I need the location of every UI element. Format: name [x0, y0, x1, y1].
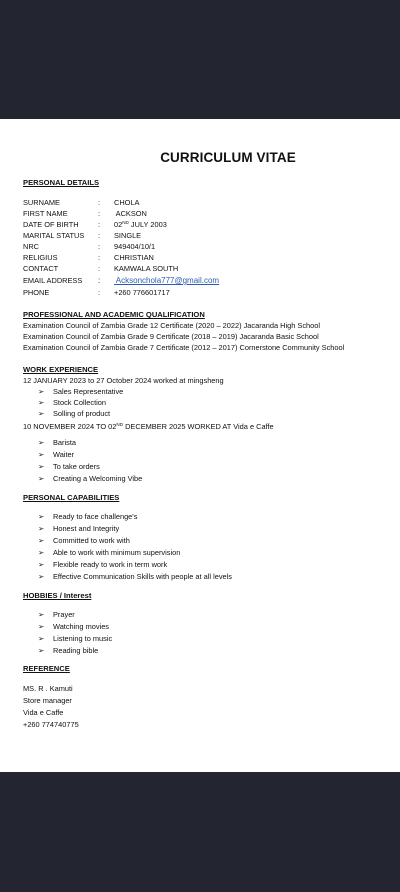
qualification-line: Examination Council of Zambia Grade 7 Certificate (2012 – 2017) Cornerstone Community School: [23, 343, 345, 352]
arrow-bullet-icon: ➢: [38, 397, 45, 407]
arrow-bullet-icon: ➢: [38, 621, 45, 631]
personal-details-heading: PERSONAL DETAILS: [23, 178, 100, 187]
work-experience-heading: WORK EXPERIENCE: [23, 365, 99, 374]
dob-day: 02: [114, 220, 123, 229]
reference-name: MS. R . Kamuti: [23, 684, 73, 693]
arrow-bullet-icon: ➢: [38, 386, 45, 396]
colon: :: [98, 198, 101, 207]
arrow-bullet-icon: ➢: [38, 437, 45, 447]
field-label: CONTACT: [23, 264, 59, 273]
reference-company: Vida e Caffe: [23, 708, 64, 717]
arrow-bullet-icon: ➢: [38, 473, 45, 483]
qualification-line: Examination Council of Zambia Grade 9 Certificate (2018 – 2019) Jacaranda Basic School: [23, 332, 319, 341]
arrow-bullet-icon: ➢: [38, 523, 45, 533]
colon: :: [98, 276, 101, 285]
personal-row-date-of-birth: [23, 220, 383, 231]
dob-month-year: JULY 2003: [128, 220, 167, 229]
field-label: DATE OF BIRTH: [23, 220, 79, 229]
reference-phone: +260 774740775: [23, 720, 79, 729]
field-label: RELIGIUS: [23, 253, 58, 262]
arrow-bullet-icon: ➢: [38, 511, 45, 521]
qualification-heading: PROFESSIONAL AND ACADEMIC QUALIFICATION: [23, 310, 205, 319]
field-label: PHONE: [23, 288, 50, 297]
field-value: SINGLE: [114, 231, 142, 240]
field-value: +260 776601717: [114, 288, 170, 297]
field-value: KAMWALA SOUTH: [114, 264, 179, 273]
arrow-bullet-icon: ➢: [38, 408, 45, 418]
colon: :: [98, 253, 101, 262]
colon: :: [98, 209, 101, 218]
personal-row-nrc: [23, 242, 383, 253]
field-value: ACKSON: [114, 209, 147, 218]
field-value: [114, 220, 167, 229]
personal-row-phone: [23, 288, 383, 299]
field-label: NRC: [23, 242, 40, 251]
reference-heading: REFERENCE: [23, 664, 70, 673]
arrow-bullet-icon: ➢: [38, 609, 45, 619]
arrow-bullet-icon: ➢: [38, 535, 45, 545]
field-label: EMAIL ADDRESS: [23, 276, 83, 285]
arrow-bullet-icon: ➢: [38, 559, 45, 569]
colon: :: [98, 242, 101, 251]
qualification-line: Examination Council of Zambia Grade 12 Certificate (2020 – 2022) Jacaranda High School: [23, 321, 321, 330]
document-title: CURRICULUM VITAE: [160, 150, 296, 165]
colon: :: [98, 288, 101, 297]
capabilities-heading: PERSONAL CAPABILITIES: [23, 493, 120, 502]
job-1-summary: 12 JANUARY 2023 to 27 October 2024 worked at mingsheng: [23, 376, 224, 385]
colon: :: [98, 264, 101, 273]
field-label: SURNAME: [23, 198, 60, 207]
colon: :: [98, 220, 101, 229]
arrow-bullet-icon: ➢: [38, 547, 45, 557]
personal-row-surname: [23, 198, 383, 209]
field-label: FIRST NAME: [23, 209, 68, 218]
personal-row-email: [23, 276, 383, 287]
dob-suffix: ND: [122, 220, 129, 225]
arrow-bullet-icon: ➢: [38, 633, 45, 643]
personal-row-religion: [23, 253, 383, 264]
field-value: CHOLA: [114, 198, 140, 207]
hobbies-heading: HOBBIES / Interest: [23, 591, 92, 600]
colon: :: [98, 231, 101, 240]
reference-title: Store manager: [23, 696, 72, 705]
cv-document: CURRICULUM VITAE PERSONAL DETAILS SURNAME : CHOLA FIRST NAME : ACKSON DATE OF BIRTH : 02ND JULY 2003 MARITAL STATUS : SINGLE NRC : 949404/10/1 RELIGIUS : CHRISTIAN CONTACT : KAMWALA SOUTH EMAIL ADDRESS : Acksonchola777@gmail.com PHONE : +260 776601717 PROFESSIONAL AND ACADEMIC QUALIFICATION Examination Council of Zambia Grade 12 Certificate (2020 – 2022) Jacaranda High School Examination Council of Zambia Grade 9 Certificate (2018 – 2019) Jacaranda Basic School Examination Council of Zambia Grade 7 Certificate (2012 – 2017) Cornerstone Community School WORK EXPERIENCE 12 JANUARY 2023 to 27 October 2024 worked at mingsheng ➢ Sales Representative ➢ Stock Collection ➢ Solling of product 10 NOVEMBER 2024 TO 02ND DECEMBER 2025 WORKED AT Vida e Caffe ➢ Barista ➢ Waiter ➢ To take orders ➢ Creating a Welcoming Vibe PERSONAL CAPABILITIES ➢ Ready to face challenge's ➢ Honest and Integrity ➢ Committed to work with ➢ Able to work with minimum supervision ➢ Flexible ready to work in term work ➢ Effective Communication Skills with people at all levels HOBBIES / Interest ➢ Prayer ➢ Watching movies ➢ Listening to music ➢ Reading bible REFERENCE MS. R . Kamuti Store manager Vida e Caffe +260 774740775: [0, 119, 400, 772]
arrow-bullet-icon: ➢: [38, 461, 45, 471]
field-value: 949404/10/1: [114, 242, 156, 251]
arrow-bullet-icon: ➢: [38, 571, 45, 581]
personal-row-contact: [23, 264, 383, 275]
personal-row-first-name: [23, 209, 383, 220]
job-2-summary: 10 NOVEMBER 2024 TO 02ND DECEMBER 2025 WORKED AT Vida e Caffe: [23, 422, 274, 431]
field-value: CHRISTIAN: [114, 253, 154, 262]
arrow-bullet-icon: ➢: [38, 645, 45, 655]
field-label: MARITAL STATUS: [23, 231, 85, 240]
personal-row-marital-status: [23, 231, 383, 242]
email-link[interactable]: Acksonchola777@gmail.com: [114, 276, 220, 285]
arrow-bullet-icon: ➢: [38, 449, 45, 459]
